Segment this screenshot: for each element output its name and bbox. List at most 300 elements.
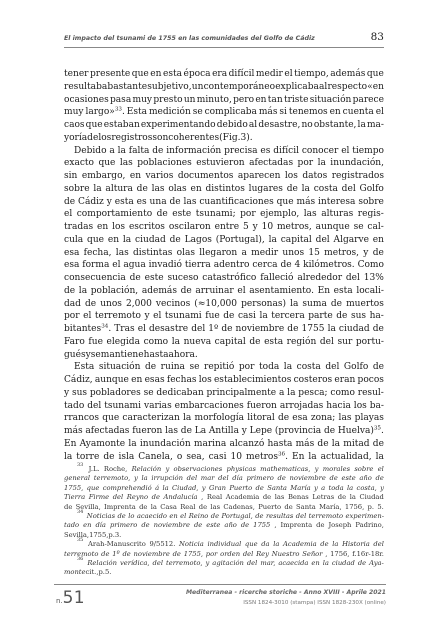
word: se — [189, 362, 200, 373]
word: terremoto — [64, 549, 99, 558]
word: por — [240, 209, 256, 220]
word: y — [144, 311, 150, 322]
word: individual — [207, 540, 242, 549]
word: tsunami; — [195, 209, 236, 220]
word: del — [295, 511, 307, 520]
word: entre — [214, 222, 240, 232]
word: Real — [180, 502, 196, 511]
word: primero — [246, 474, 274, 483]
word: 1755, — [183, 549, 204, 558]
word: obstante, — [313, 120, 357, 130]
word: de — [221, 324, 233, 334]
text-line — [64, 221, 384, 234]
word: por — [238, 362, 255, 373]
word: pero — [233, 94, 255, 105]
word: la — [331, 438, 341, 449]
word: las — [210, 502, 221, 511]
word: costa — [313, 183, 338, 194]
text-line — [64, 68, 384, 81]
word: año — [359, 474, 372, 483]
word: registros — [111, 132, 153, 143]
word: María — [290, 483, 311, 492]
word: medir — [255, 69, 283, 79]
word: más — [296, 196, 316, 207]
text-line — [64, 208, 384, 221]
word: las — [338, 413, 352, 424]
word: el — [237, 285, 246, 296]
word: la — [322, 558, 329, 567]
word: Joseph — [328, 521, 352, 530]
word: 1756, — [330, 549, 350, 558]
word: del — [315, 234, 330, 245]
word: pasa — [110, 94, 132, 105]
word: presente — [90, 69, 131, 79]
word: tan — [267, 94, 283, 105]
word: además — [330, 69, 366, 79]
text-line — [64, 425, 384, 438]
word: ciudad — [135, 234, 166, 245]
word: morfología — [194, 413, 245, 424]
word: de — [262, 493, 272, 502]
word: bastante — [107, 81, 148, 92]
word: de — [64, 502, 73, 511]
word: morales — [322, 465, 351, 473]
word: rrancos — [64, 413, 100, 424]
word: las — [183, 196, 197, 207]
word: del — [218, 474, 229, 483]
word: en — [129, 171, 142, 181]
page-number: 83 — [370, 31, 384, 43]
word: parte — [308, 311, 333, 322]
footnote-line — [64, 555, 384, 568]
word: En — [291, 451, 305, 462]
word: de — [323, 426, 336, 436]
word: la — [283, 362, 293, 373]
word: la — [327, 324, 336, 334]
text-line — [64, 106, 384, 119]
word: Relación — [131, 465, 162, 473]
word: tercera — [271, 311, 305, 322]
word: . — [121, 107, 125, 118]
word: unos — [282, 247, 305, 258]
word: de — [249, 336, 261, 347]
word: que — [276, 196, 294, 207]
word: la — [290, 298, 299, 309]
footnote-line — [64, 537, 384, 549]
footnote-line — [64, 521, 384, 530]
word: la — [273, 540, 280, 549]
word: Debido — [74, 145, 107, 156]
word: metros$^{36}$. — [246, 451, 289, 462]
word: de — [372, 247, 384, 258]
word: (provincia — [274, 426, 322, 436]
word: de — [156, 209, 168, 220]
word: las — [119, 158, 133, 169]
word: de — [87, 132, 99, 143]
word: la — [301, 183, 310, 194]
word: subjetivo, — [147, 81, 192, 92]
word: cal- — [367, 222, 384, 232]
word: en — [329, 107, 341, 118]
word: el — [112, 260, 121, 271]
word: tiempo — [352, 145, 384, 156]
word: tiempo, — [294, 69, 329, 79]
word: mantiene — [100, 349, 144, 360]
word: Tierra — [64, 493, 86, 502]
word: fechas — [166, 375, 197, 385]
running-header — [64, 31, 384, 48]
word: del — [341, 183, 356, 194]
word: torre — [76, 451, 100, 462]
word: 1756, — [344, 502, 365, 511]
word: 5. — [377, 502, 384, 511]
word: de — [372, 324, 384, 334]
word: Andalucía — [163, 493, 198, 502]
word: isla — [118, 451, 135, 462]
word: nueva — [183, 336, 212, 347]
word: que — [102, 413, 120, 424]
word: adentro — [213, 260, 250, 271]
word: pobladores — [89, 387, 141, 398]
word: en — [372, 234, 384, 245]
word: Lagos — [184, 234, 212, 245]
word: principalmente — [206, 387, 277, 398]
word: si — [279, 107, 287, 118]
word: medir — [251, 247, 279, 258]
word: resultas — [265, 511, 294, 520]
word: y — [205, 558, 210, 567]
word: en — [311, 558, 320, 567]
word: cuantificaciones — [199, 196, 274, 207]
word: se — [353, 222, 364, 232]
word: terremoto, — [165, 558, 203, 567]
word: y — [133, 474, 138, 483]
word: información — [166, 145, 222, 156]
word: de — [152, 145, 164, 156]
word: personas) — [241, 298, 287, 309]
word: Gran — [208, 483, 226, 492]
word: triste — [283, 94, 309, 105]
word: metros, — [276, 222, 312, 232]
word: «en — [367, 81, 384, 92]
word: el — [83, 311, 92, 322]
word: de — [284, 502, 293, 511]
journal-name: Mediterranea - ricerche storiche - Anno XVIII - Aprile 2021 — [185, 589, 386, 596]
word: del — [345, 273, 360, 283]
page-footer — [54, 584, 386, 608]
word: ba- — [369, 400, 384, 411]
word: invadió — [148, 260, 182, 271]
word: experimentando — [140, 120, 216, 130]
word: Tras — [114, 324, 135, 334]
word: muy — [64, 107, 84, 118]
word: toda — [328, 483, 344, 492]
word: ahora. — [168, 349, 198, 360]
word: los — [112, 222, 126, 232]
word: noviembre — [133, 549, 170, 558]
word: sin — [64, 171, 78, 181]
word: largo»$^{33}$. — [85, 106, 125, 118]
word: desastre, — [258, 120, 301, 130]
footnote-number: 35 — [77, 537, 84, 544]
word: en — [150, 69, 162, 79]
word: arrojadas — [279, 400, 324, 411]
word: respecto — [327, 81, 368, 92]
word: de — [210, 511, 220, 520]
word: al — [319, 81, 328, 92]
word: Santa — [267, 483, 287, 492]
word: al — [248, 120, 258, 130]
word: Letras — [312, 493, 335, 502]
word: Puerto — [229, 483, 253, 492]
word: embargo, — [81, 171, 126, 181]
word: estuvieron — [196, 158, 245, 169]
word: el — [137, 324, 146, 334]
word: por — [64, 311, 80, 322]
word: que — [85, 120, 103, 130]
word: Esta — [74, 362, 95, 373]
word: del — [87, 400, 102, 411]
word: f.16r-18r. — [352, 549, 384, 558]
word: de — [372, 362, 384, 373]
word: esta — [333, 285, 353, 296]
text-line — [64, 170, 384, 183]
word: noviembre — [289, 474, 326, 483]
word: distintas — [133, 247, 173, 258]
word: vecinos — [155, 298, 191, 309]
word: del — [152, 558, 164, 567]
word: oscilaron — [168, 222, 211, 232]
word: el — [284, 69, 293, 79]
word: mar, — [260, 558, 276, 567]
word: marina — [193, 438, 227, 449]
word: como — [330, 387, 355, 398]
word: la — [171, 336, 180, 347]
word: (Fig. — [219, 132, 241, 143]
word: 1755, — [89, 530, 109, 539]
word: un — [183, 94, 196, 105]
word: . — [108, 324, 112, 334]
word: desastre — [149, 324, 189, 334]
word: minuto, — [196, 94, 232, 105]
word: es — [136, 196, 147, 207]
word: el — [375, 107, 384, 118]
word: cerca — [252, 260, 278, 271]
footnote-line — [64, 474, 384, 483]
word: las — [165, 426, 179, 436]
word: situación — [309, 94, 352, 105]
word: yoría — [64, 132, 88, 143]
word: situación — [98, 362, 141, 373]
word: Golfo — [343, 362, 369, 373]
word: observaciones — [173, 465, 223, 473]
word: día — [232, 474, 243, 483]
word: caos — [64, 120, 85, 130]
text-line — [64, 196, 384, 209]
word: sobre — [64, 183, 90, 194]
footnote-ref: 36 — [278, 451, 286, 458]
word: de — [101, 549, 110, 558]
word: varios — [145, 171, 174, 181]
word: de — [286, 183, 298, 194]
word: tener — [64, 69, 89, 79]
word: que — [98, 158, 116, 169]
word: sea, — [186, 451, 205, 462]
word: ruina — [160, 362, 185, 373]
word: , — [201, 493, 204, 502]
footnotes — [64, 462, 384, 578]
word: p. — [98, 568, 105, 577]
word: de — [198, 502, 208, 511]
word: de — [169, 234, 181, 245]
word: noviembre — [235, 324, 285, 334]
word: y — [363, 247, 369, 258]
word: y — [380, 483, 384, 492]
word: comportamiento — [76, 209, 153, 220]
word: de — [255, 483, 264, 492]
word: poblaciones — [137, 158, 192, 169]
word: falleció — [260, 273, 294, 283]
word: de — [287, 324, 299, 334]
word: sobre — [354, 465, 374, 473]
word: alrededor — [297, 273, 343, 283]
word: orden — [220, 549, 241, 558]
word: en — [255, 94, 267, 105]
word: precisa — [224, 145, 258, 156]
word: este — [206, 521, 221, 530]
footnote-line — [64, 484, 384, 493]
word: este — [172, 209, 192, 220]
word: ha- — [369, 311, 384, 322]
word: 9/5512. — [149, 540, 176, 549]
word: Portugal, — [221, 511, 253, 520]
word: verídica, — [119, 558, 150, 567]
word: de — [117, 511, 126, 520]
word: Firme — [88, 493, 110, 502]
word: una — [149, 196, 167, 207]
word: la — [122, 234, 132, 245]
footnote-ref: 33 — [114, 106, 122, 113]
word: muertos — [346, 298, 384, 309]
word: se — [143, 387, 154, 398]
word: año — [224, 521, 237, 530]
word: , — [325, 549, 328, 558]
word: la — [347, 483, 354, 492]
word: gués — [64, 349, 86, 360]
word: Ciudad — [359, 493, 384, 502]
word: afectadas — [85, 426, 130, 436]
word: suceso — [167, 273, 199, 283]
word: esta — [114, 196, 134, 207]
word: de — [64, 285, 76, 296]
text-line — [64, 349, 384, 362]
word: las — [115, 247, 129, 258]
word: la — [375, 451, 384, 462]
word: 3). — [240, 132, 253, 143]
word: Santa — [296, 502, 316, 511]
word: de — [320, 540, 329, 549]
word: asentamiento. — [249, 285, 314, 296]
word: repitió — [204, 362, 235, 373]
word: de — [180, 285, 192, 296]
word: de — [375, 474, 384, 483]
word: pesca; — [298, 387, 328, 398]
word: de — [329, 474, 338, 483]
word: inundación, — [330, 158, 384, 169]
word: esta — [162, 69, 182, 79]
word: era — [212, 69, 228, 79]
word: medición — [148, 107, 191, 118]
footnote-ref: 35 — [373, 425, 381, 432]
word: las — [151, 183, 165, 194]
word: tado — [64, 521, 80, 530]
text-line — [64, 247, 384, 260]
word: además — [141, 285, 177, 296]
text-line — [64, 412, 384, 425]
word: mathematicas, — [260, 465, 311, 473]
text-line — [64, 298, 384, 311]
footnote-line — [64, 493, 384, 502]
word: 4 — [294, 260, 301, 271]
word: y — [106, 196, 112, 207]
word: de — [85, 298, 97, 309]
word: olas — [176, 247, 196, 258]
word: a — [321, 483, 326, 492]
word: muy — [132, 94, 153, 105]
word: unos — [100, 298, 122, 309]
text-line — [64, 285, 384, 298]
word: exacto — [64, 158, 94, 169]
word: eran — [334, 375, 356, 385]
word: afectadas — [249, 158, 294, 169]
word: mitad — [343, 438, 370, 449]
word: la — [349, 493, 356, 502]
word: sus — [350, 311, 367, 322]
word: de — [280, 260, 292, 271]
word: esa — [64, 260, 80, 271]
word: en — [83, 521, 92, 530]
word: sobre — [358, 196, 384, 207]
word: . — [285, 451, 289, 462]
text-line — [64, 234, 384, 247]
word: los — [284, 171, 298, 181]
word: es — [260, 145, 271, 156]
word: en — [169, 511, 178, 520]
word: Lepe — [249, 426, 273, 436]
word: y — [165, 465, 170, 473]
word: hasta — [267, 438, 293, 449]
word: registrados — [331, 171, 384, 181]
word: Antilla — [208, 426, 239, 436]
word: noviembre — [153, 521, 190, 530]
text-line — [64, 451, 384, 464]
word: la — [162, 483, 169, 492]
word: de — [172, 549, 181, 558]
word: contemporáneo — [203, 81, 276, 92]
word: falta — [128, 145, 150, 156]
word: p. — [367, 502, 375, 511]
word: lugares — [248, 183, 283, 194]
word: terremoto — [308, 511, 344, 520]
word: altura — [105, 183, 133, 194]
issue-folio — [56, 588, 85, 608]
word: en — [131, 375, 143, 385]
word: aunque — [315, 222, 350, 232]
word: de — [337, 493, 347, 502]
word: (Portugal), — [215, 234, 265, 245]
word: forma — [82, 260, 110, 271]
word: hacia — [326, 400, 351, 411]
